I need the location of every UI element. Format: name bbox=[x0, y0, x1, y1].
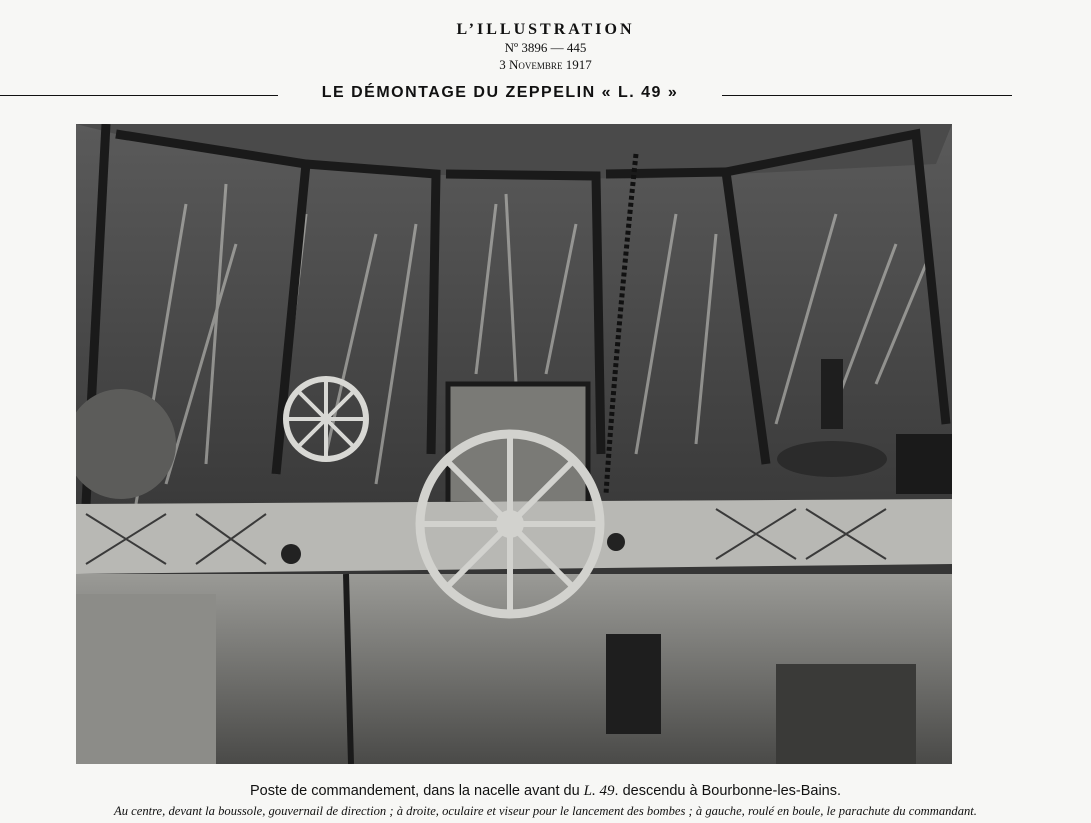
publication-title: L’ILLUSTRATION bbox=[456, 21, 635, 38]
photo-caption-detail: Au centre, devant la boussole, gouvernail de direction ; à droite, oculaire et viseur pour le lancement des bombes ; à gauche, roulé en boule, le parachute du commandant. bbox=[114, 804, 977, 818]
caption-text-part1: Poste de commandement, dans la nacelle avant du bbox=[249, 783, 580, 799]
photo-caption bbox=[0, 782, 1091, 800]
caption-text-part2: . descendu à Bourbonne-les-Bains. bbox=[614, 783, 842, 799]
issue-number: Nº 3896 — 445 bbox=[504, 40, 587, 55]
article-headline: LE DÉMONTAGE DU ZEPPELIN « L. 49 » bbox=[321, 84, 679, 101]
photo-illustration bbox=[76, 124, 952, 764]
headline-rule-left bbox=[0, 95, 278, 96]
masthead bbox=[0, 20, 1091, 74]
headline-rule-right bbox=[722, 95, 1012, 96]
zeppelin-control-car-photo bbox=[76, 124, 952, 764]
caption-vessel-name: L. 49 bbox=[583, 783, 615, 799]
issue-date: 3 Novembre 1917 bbox=[499, 57, 592, 72]
headline-row bbox=[0, 82, 1091, 104]
